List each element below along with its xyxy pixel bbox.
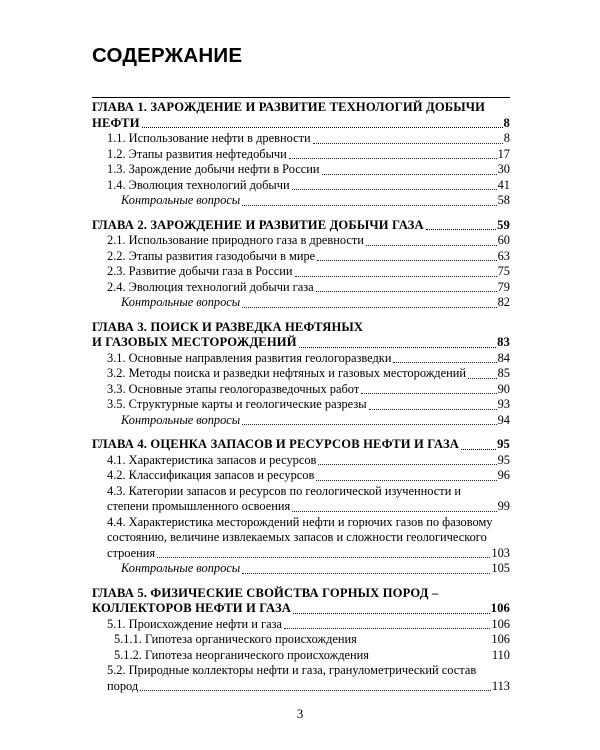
toc-entry[interactable] (92, 648, 510, 664)
leader-dots (426, 228, 496, 230)
toc-entry[interactable] (92, 280, 510, 296)
toc-entry-page: 93 (497, 397, 510, 411)
toc-entry-page: 94 (497, 412, 510, 427)
toc-entry-title: 1.1. Использование нефти в древности (107, 131, 311, 145)
toc-entry-title: 5.1.2. Гипотеза неорганического происхождения (114, 647, 369, 662)
toc-entry-questions[interactable] (92, 193, 510, 209)
toc-entry-title: 2.2. Этапы развития газодобычи в мире (107, 248, 316, 263)
leader-dots (468, 377, 497, 379)
toc-entry-title[interactable]: 4.3. Категории запасов и ресурсов по геологической изученности и (107, 483, 462, 498)
leader-dots (142, 126, 503, 128)
toc-entry[interactable] (92, 351, 510, 367)
toc-entry-title: 3.5. Структурные карты и геологические разрезы (107, 397, 367, 411)
leader-dots (140, 689, 491, 691)
chapter-5-page: 106 (490, 601, 510, 615)
leader-dots (289, 157, 497, 159)
toc-entry-page: 30 (497, 162, 510, 176)
leader-dots (369, 408, 497, 410)
chapter-3-entry[interactable] (92, 335, 510, 351)
toc-entry-title: 1.3. Зарождение добычи нефти в России (107, 162, 320, 176)
toc-entry-page: 110 (491, 647, 510, 662)
toc-entry-title: 5.1.1. Гипотеза органического происхождения (114, 632, 357, 646)
toc-entry-page: 96 (497, 468, 510, 482)
toc-entry[interactable] (92, 499, 510, 515)
chapter-1-title[interactable]: ГЛАВА 1. ЗАРОЖДЕНИЕ И РАЗВИТИЕ ТЕХНОЛОГИЙ ДОБЫЧИ (92, 100, 486, 114)
page-number: 3 (296, 706, 304, 721)
toc-entry-title: 1.2. Этапы развития нефтедобычи (107, 146, 287, 161)
toc-entry-page: 113 (491, 678, 510, 693)
toc-entry[interactable] (92, 453, 510, 469)
chapter-5-title-cont: КОЛЛЕКТОРОВ НЕФТИ И ГАЗА (92, 601, 292, 615)
toc-entry-title: 3.3. Основные этапы геологоразведочных работ (107, 381, 360, 396)
toc-entry-page: 60 (497, 233, 510, 247)
toc-entry[interactable] (92, 366, 510, 382)
leader-dots (313, 142, 503, 144)
toc-entry-title[interactable]: 4.4. Характеристика месторождений нефти и горючих газов по фазовому (107, 514, 493, 529)
leader-space (371, 659, 491, 660)
toc-entry-page: 63 (497, 248, 510, 263)
chapter-3-title[interactable]: ГЛАВА 3. ПОИСК И РАЗВЕДКА НЕФТЯНЫХ (92, 319, 364, 334)
toc-entry-title-cont: пород (107, 678, 139, 693)
toc-entry-title: 4.2. Классификация запасов и ресурсов (107, 468, 315, 482)
leader-dots (242, 306, 496, 308)
leader-dots (242, 204, 496, 206)
toc-entry-title: 2.3. Развитие добычи газа в России (107, 264, 293, 278)
toc-entry-title: 5.1. Происхождение нефти и газа (107, 616, 282, 631)
toc-entry-page: 106 (491, 632, 510, 646)
toc-entry-title-cont: строения (107, 545, 156, 560)
leader-dots (316, 290, 497, 292)
toc-entry-title: 3.1. Основные направления развития геологоразведки (107, 350, 392, 365)
leader-dots (361, 392, 496, 394)
toc-entry[interactable] (92, 162, 510, 178)
toc-entry[interactable] (92, 632, 510, 648)
toc-entry-page: 84 (497, 350, 510, 365)
chapter-4-entry[interactable] (92, 437, 510, 453)
toc-entry-title: Контрольные вопросы (121, 412, 241, 427)
leader-dots (284, 627, 490, 629)
toc-entry[interactable] (92, 617, 510, 633)
toc-entry-questions[interactable] (92, 413, 510, 429)
toc-entry[interactable] (92, 546, 510, 562)
toc-entry[interactable] (92, 178, 510, 194)
toc-entry-page: 103 (491, 545, 510, 560)
chapter-2-page: 59 (497, 217, 510, 232)
toc-entry[interactable] (92, 264, 510, 280)
leader-dots (318, 463, 496, 465)
leader-dots (242, 423, 496, 425)
toc-entry-page: 99 (497, 499, 510, 513)
toc-entry-title: 2.1. Использование природного газа в древности (107, 233, 364, 247)
leader-dots (242, 572, 490, 574)
toc-entry-title-cont: степени промышленного освоения (107, 499, 291, 513)
toc-entry-title: 2.4. Эволюция технологий добычи газа (107, 279, 314, 294)
toc-entry[interactable] (92, 397, 510, 413)
chapter-4-title: ГЛАВА 4. ОЦЕНКА ЗАПАСОВ И РЕСУРСОВ НЕФТИ И ГАЗА (92, 437, 460, 451)
toc-entry-page: 85 (497, 366, 510, 380)
chapter-3-page: 83 (497, 335, 510, 349)
leader-dots (293, 612, 490, 614)
chapter-5-title[interactable]: ГЛАВА 5. ФИЗИЧЕСКИЕ СВОЙСТВА ГОРНЫХ ПОРОД – (92, 585, 439, 600)
chapter-4-page: 95 (497, 437, 510, 451)
leader-dots (299, 346, 496, 348)
table-of-contents (92, 97, 510, 694)
toc-entry-questions[interactable] (92, 295, 510, 311)
leader-dots (292, 510, 496, 512)
toc-entry-page: 79 (497, 279, 510, 294)
toc-entry-title: 4.1. Характеристика запасов и ресурсов (107, 452, 317, 467)
toc-entry[interactable] (92, 233, 510, 249)
toc-entry[interactable] (92, 131, 510, 147)
leader-dots (366, 244, 497, 246)
chapter-3-title-cont: И ГАЗОВЫХ МЕСТОРОЖДЕНИЙ (92, 335, 297, 349)
toc-entry-page: 8 (503, 131, 510, 145)
toc-entry-title[interactable]: 5.2. Природные коллекторы нефти и газа, гранулометрический состав (107, 663, 477, 677)
toc-entry-page: 90 (497, 381, 510, 396)
leader-dots (317, 259, 496, 261)
toc-entry-questions[interactable] (92, 561, 510, 577)
toc-entry-page: 17 (497, 146, 510, 161)
leader-dots (322, 173, 497, 175)
toc-entry-page: 41 (497, 177, 510, 192)
toc-entry-title: Контрольные вопросы (121, 561, 241, 575)
chapter-2-title: ГЛАВА 2. ЗАРОЖДЕНИЕ И РАЗВИТИЕ ДОБЫЧИ ГАЗА (92, 217, 424, 232)
leader-dots (295, 275, 497, 277)
chapter-1-title-cont: НЕФТИ (92, 115, 140, 130)
toc-entry-page: 105 (491, 561, 510, 575)
chapter-1-page: 8 (503, 115, 510, 130)
toc-entry[interactable] (92, 249, 510, 265)
divider (92, 97, 510, 98)
toc-entry[interactable] (92, 679, 510, 695)
leader-dots (393, 361, 496, 363)
toc-entry-page: 95 (497, 452, 510, 467)
chapter-1-entry[interactable] (92, 116, 510, 132)
toc-entry-title: Контрольные вопросы (121, 193, 241, 207)
leader-dots (292, 188, 497, 190)
toc-entry-page: 58 (497, 193, 510, 207)
chapter-5-entry[interactable] (92, 601, 510, 617)
leader-dots (157, 556, 490, 558)
toc-entry-title: 1.4. Эволюция технологий добычи (107, 177, 290, 192)
chapter-2-entry[interactable] (92, 218, 510, 234)
toc-entry-page: 106 (491, 616, 510, 631)
leader-dots (316, 479, 496, 481)
page-title: СОДЕРЖАНИЕ (92, 44, 243, 67)
toc-entry-title-cont[interactable]: состоянию, величине извлекаемых запасов и сложности геологического (107, 530, 487, 544)
toc-entry[interactable] (92, 147, 510, 163)
toc-entry-title: Контрольные вопросы (121, 295, 241, 309)
toc-entry[interactable] (92, 468, 510, 484)
leader-dots (461, 448, 496, 450)
toc-entry-title: 3.2. Методы поиска и разведки нефтяных и газовых месторождений (107, 366, 466, 380)
toc-entry-page: 75 (497, 264, 510, 278)
leader-space (359, 644, 491, 645)
toc-entry[interactable] (92, 382, 510, 398)
toc-entry-page: 82 (497, 295, 510, 309)
